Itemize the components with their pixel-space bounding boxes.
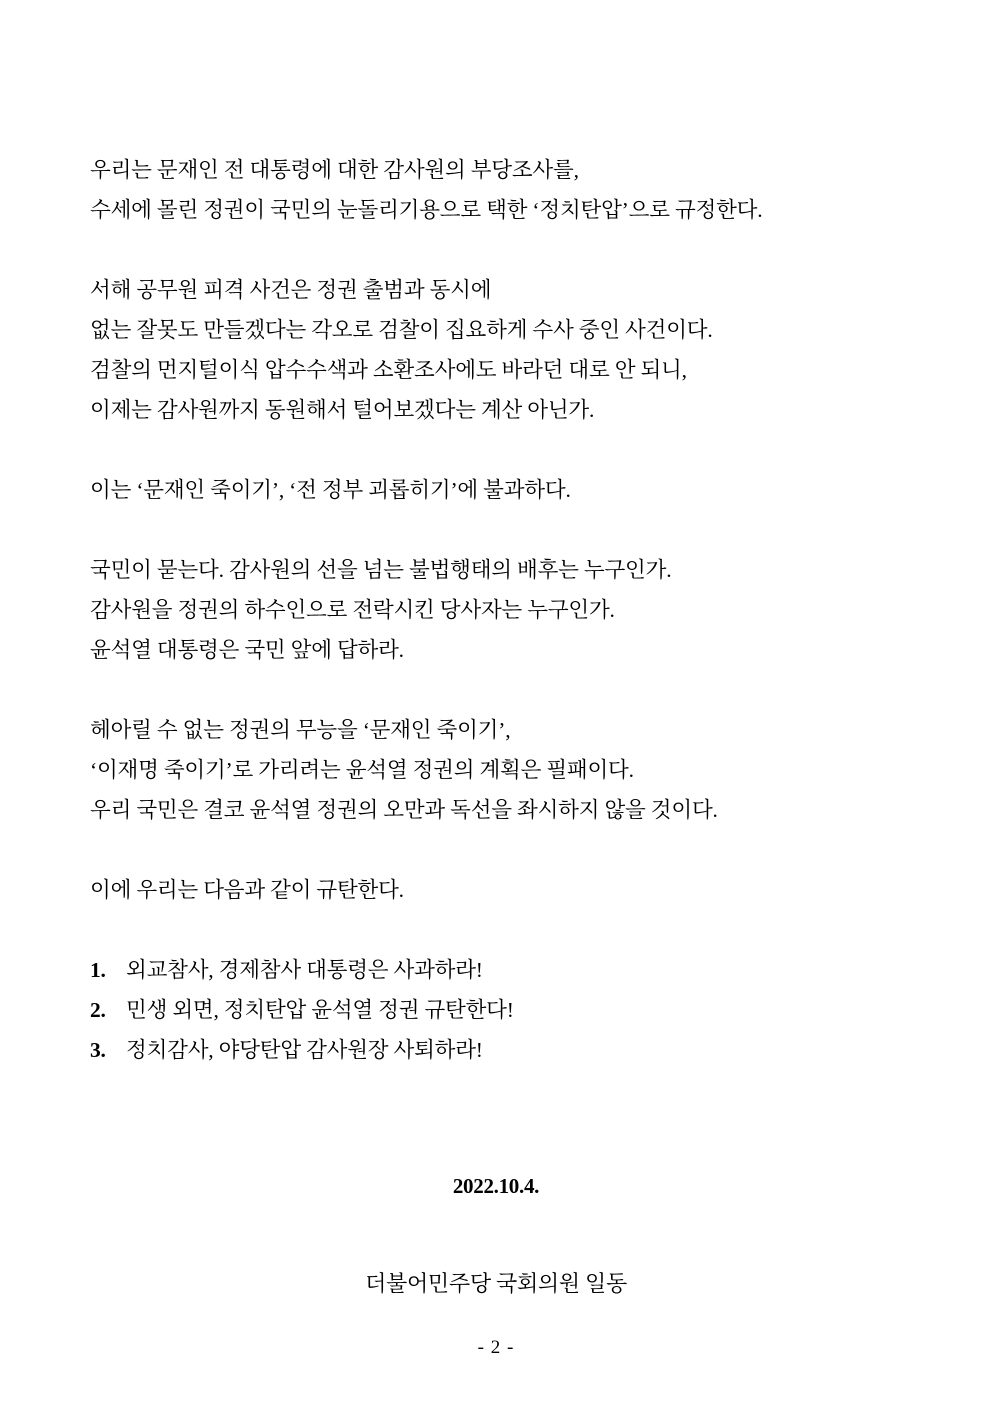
list-item: [90, 950, 902, 990]
paragraph-line: 이는 ‘문재인 죽이기’, ‘전 정부 괴롭히기’에 불과하다.: [90, 478, 571, 502]
paragraph-line: 수세에 몰린 정권이 국민의 눈돌리기용으로 택한 ‘정치탄압’으로 규정한다.: [90, 198, 763, 222]
paragraph-line: 서해 공무원 피격 사건은 정권 출범과 동시에: [90, 278, 492, 302]
paragraph-line: 우리 국민은 결코 윤석열 정권의 오만과 독선을 좌시하지 않을 것이다.: [90, 798, 718, 822]
paragraph: [90, 550, 902, 670]
paragraph-line: 국민이 묻는다. 감사원의 선을 넘는 불법행태의 배후는 누구인가.: [90, 558, 672, 582]
list-item-label: 민생 외면, 정치탄압 윤석열 정권 규탄한다!: [126, 998, 514, 1022]
paragraph-line: 우리는 문재인 전 대통령에 대한 감사원의 부당조사를,: [90, 158, 579, 182]
signature-author: 더불어민주당 국회의원 일동: [365, 1271, 627, 1296]
paragraph-line: 이제는 감사원까지 동원해서 털어보겠다는 계산 아닌가.: [90, 398, 595, 422]
paragraph-line: 헤아릴 수 없는 정권의 무능을 ‘문재인 죽이기’,: [90, 718, 511, 742]
paragraph-line: ‘이재명 죽이기’로 가리려는 윤석열 정권의 계획은 필패이다.: [90, 758, 634, 782]
list-item-number: 3.: [90, 1038, 106, 1062]
paragraph: [90, 870, 902, 910]
signature-date: 2022.10.4.: [452, 1174, 540, 1198]
demand-list: [90, 950, 902, 1070]
paragraph-line: 없는 잘못도 만들겠다는 각오로 검찰이 집요하게 수사 중인 사건이다.: [90, 318, 713, 342]
paragraph-line: 감사원을 정권의 하수인으로 전락시킨 당사자는 누구인가.: [90, 598, 615, 622]
list-item: [90, 1030, 902, 1070]
paragraph: [90, 710, 902, 830]
list-item-label: 정치감사, 야당탄압 감사원장 사퇴하라!: [126, 1038, 483, 1062]
paragraph: [90, 470, 902, 510]
list-item-number: 1.: [90, 958, 106, 982]
list-item-label: 외교참사, 경제참사 대통령은 사과하라!: [126, 958, 483, 982]
document-body: [90, 150, 902, 1304]
paragraph-line: 이에 우리는 다음과 같이 규탄한다.: [90, 878, 404, 902]
paragraph-line: 윤석열 대통령은 국민 앞에 답하라.: [90, 638, 404, 662]
paragraph: [90, 150, 902, 230]
list-item-number: 2.: [90, 998, 106, 1022]
paragraph: [90, 270, 902, 430]
list-item: [90, 990, 902, 1030]
signature-block: [90, 1166, 902, 1304]
page-number: - 2 -: [477, 1337, 515, 1358]
paragraph-line: 검찰의 먼지털이식 압수수색과 소환조사에도 바라던 대로 안 되니,: [90, 358, 687, 382]
